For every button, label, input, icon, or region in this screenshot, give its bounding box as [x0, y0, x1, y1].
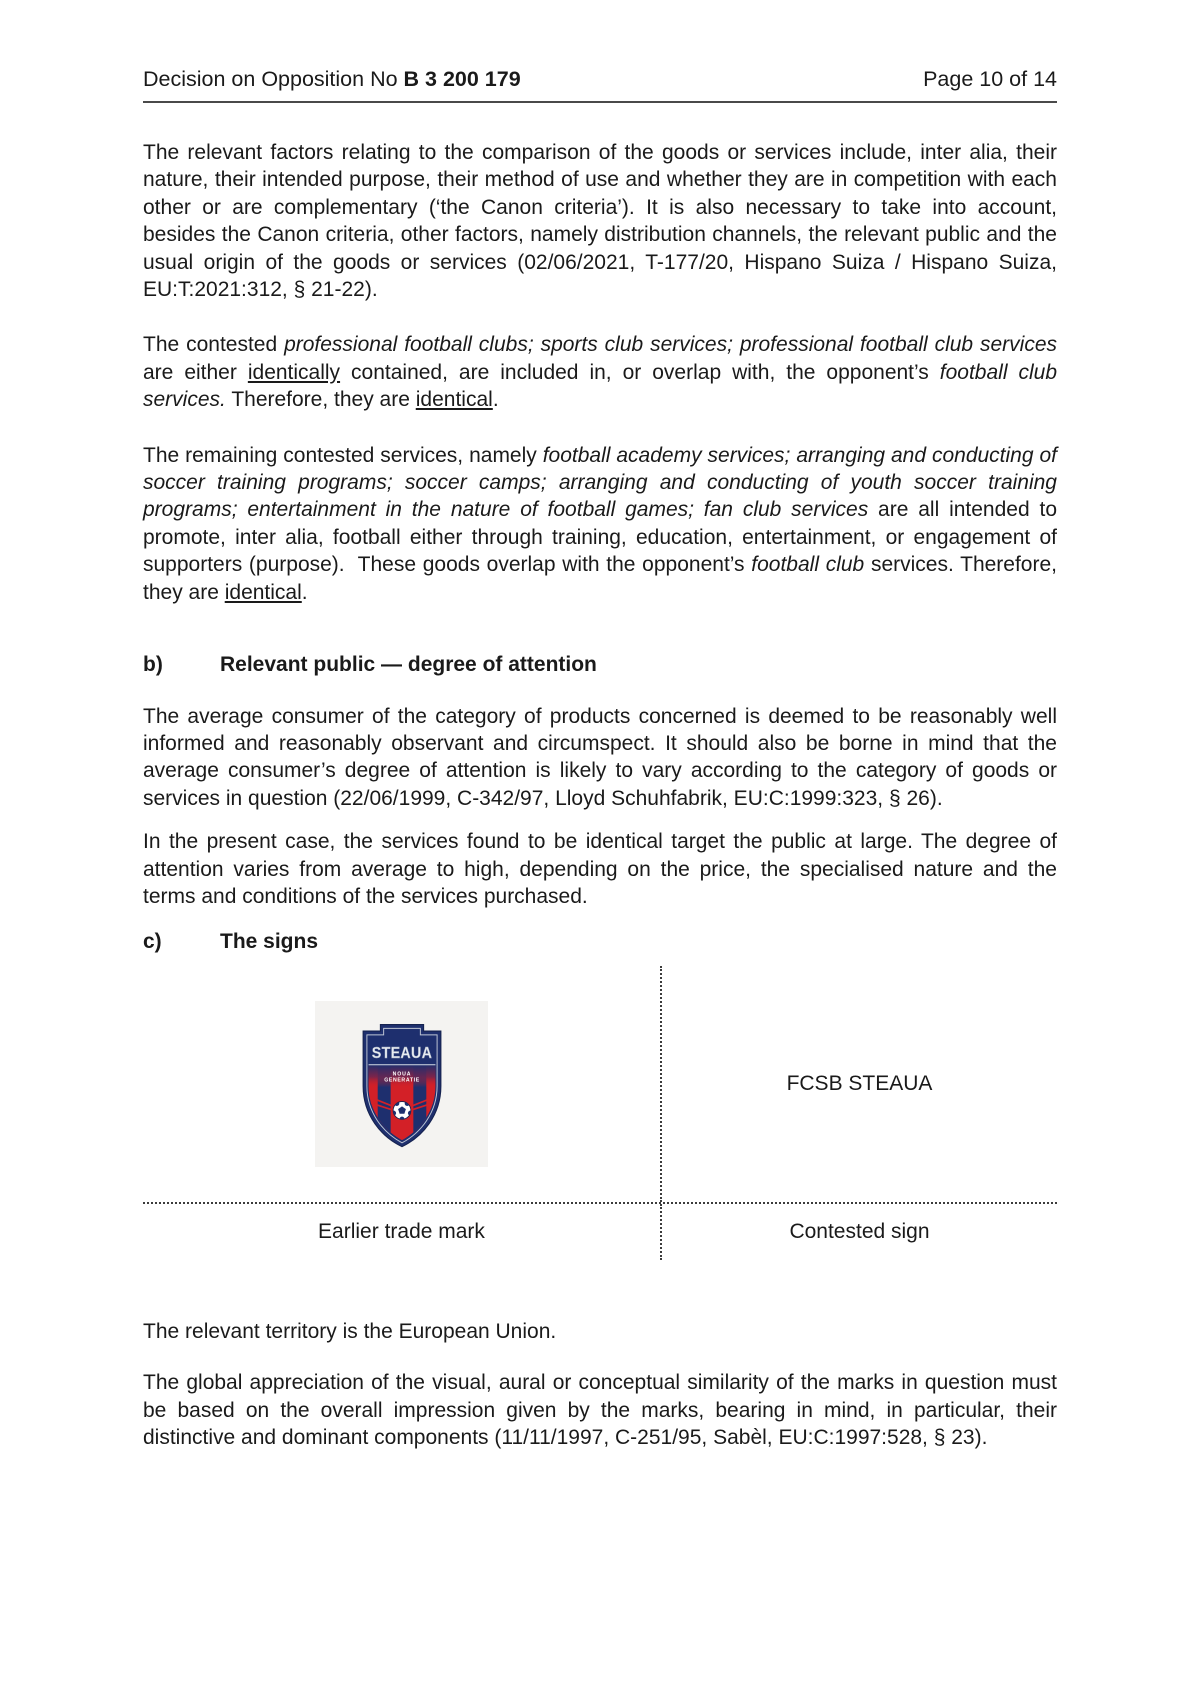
italic-football-club-services: football club services. — [143, 360, 1057, 412]
earlier-caption-cell — [143, 1204, 660, 1260]
contested-sign-cell — [660, 966, 1057, 1202]
paragraph-average-consumer: The average consumer of the category of products concerned is deemed to be reasonably well informed and reasonably observant and circumspect. It should also be borne in mind that the average consumer’s degree of attention is likely to vary according to the category of goods or services in question (22/06/1999, C-342/97, Lloyd Schuhfabrik, EU:C:1999:323, § 26). — [143, 704, 1057, 810]
heading-label: c) — [143, 930, 162, 954]
page-content — [143, 0, 1057, 1451]
paragraph-relevant-territory: The relevant territory is the European Union. — [143, 1319, 557, 1343]
contested-sign-text: FCSB STEAUA — [786, 1071, 933, 1095]
paragraph-contested-services-identical — [143, 331, 1057, 413]
signs-comparison-table — [143, 966, 1057, 1260]
logo-subtitle-line2: GENERATIE — [383, 1077, 420, 1084]
paragraph-global-appreciation: The global appreciation of the visual, aural or conceptual similarity of the marks in question must be based on the overall impression given by the marks, bearing in mind, in particular, their distinctive and dominant components (11/11/1997, C-251/95, Sabèl, EU:C:1997:528, § 23). — [143, 1371, 1057, 1449]
text-segment: . — [492, 388, 499, 412]
heading-label: b) — [143, 653, 163, 677]
signs-captions-row — [143, 1204, 1057, 1260]
contested-caption-cell — [660, 1204, 1057, 1260]
underline-identical: identical — [415, 388, 493, 412]
logo-wordmark: STEAUA — [371, 1044, 432, 1062]
italic-football-club: football club — [751, 553, 865, 577]
paragraph-remaining-services — [143, 442, 1057, 606]
earlier-mark-cell — [143, 966, 660, 1202]
contested-sign-caption: Contested sign — [789, 1219, 930, 1243]
text-segment: are all intended to promote, inter alia, football either through training, education, entertainment, or engagement of supporters (purpose). These goods overlap with the opponent’s — [143, 498, 1057, 577]
header-title — [143, 66, 521, 92]
underline-identical: identical — [224, 580, 302, 604]
heading-title: Relevant public — degree of attention — [220, 653, 597, 677]
heading-the-signs — [143, 928, 1057, 955]
underline-identically: identically — [247, 360, 341, 384]
text-segment: The contested — [143, 333, 285, 357]
text-segment: . — [301, 580, 308, 604]
italic-remaining-services-list: football academy services; arranging and conducting of soccer training programs; soccer camps; arranging and conducting of youth soccer training programs; entertainment in the nature of football games; fan club services — [143, 443, 1057, 522]
signs-marks-row — [143, 966, 1057, 1202]
paragraph-canon-criteria: The relevant factors relating to the comparison of the goods or services include, inter alia, their nature, their intended purpose, their method of use and whether they are in competition with each other or are complementary (‘the Canon criteria’). It is also necessary to take into account, besides the Canon criteria, other factors, namely distribution channels, the relevant public and the usual origin of the goods or services (02/06/2021, T-177/20, Hispano Suiza / Hispano Suiza, EU:T:2021:312, § 21-22). — [143, 141, 1057, 302]
heading-relevant-public — [143, 651, 1057, 678]
page-number: Page 10 of 14 — [923, 67, 1057, 91]
page-header — [143, 66, 1057, 103]
text-segment: contained, are included in, or overlap with, the opponent’s — [340, 360, 940, 384]
logo-subtitle-line1: NOUA — [392, 1071, 411, 1078]
case-number: B 3 200 179 — [403, 67, 521, 91]
steaua-shield-icon — [348, 1018, 456, 1150]
heading-title: The signs — [220, 930, 319, 954]
text-segment: are either — [143, 360, 248, 384]
text-segment: The remaining contested services, namely — [143, 443, 543, 467]
text-segment: services. Therefore, they are — [143, 553, 1057, 604]
earlier-trade-mark-caption: Earlier trade mark — [318, 1219, 485, 1243]
header-title-prefix: Decision on Opposition No — [143, 67, 404, 91]
italic-contested-services-list: professional football clubs; sports club services; professional football club services — [284, 333, 1058, 357]
paragraph-degree-of-attention: In the present case, the services found to be identical target the public at large. The degree of attention varies from average to high, depending on the price, the specialised nature and the terms and conditions of the services purchased. — [143, 830, 1057, 908]
earlier-mark-logo — [315, 1001, 488, 1167]
text-segment: Therefore, they are — [225, 388, 416, 412]
